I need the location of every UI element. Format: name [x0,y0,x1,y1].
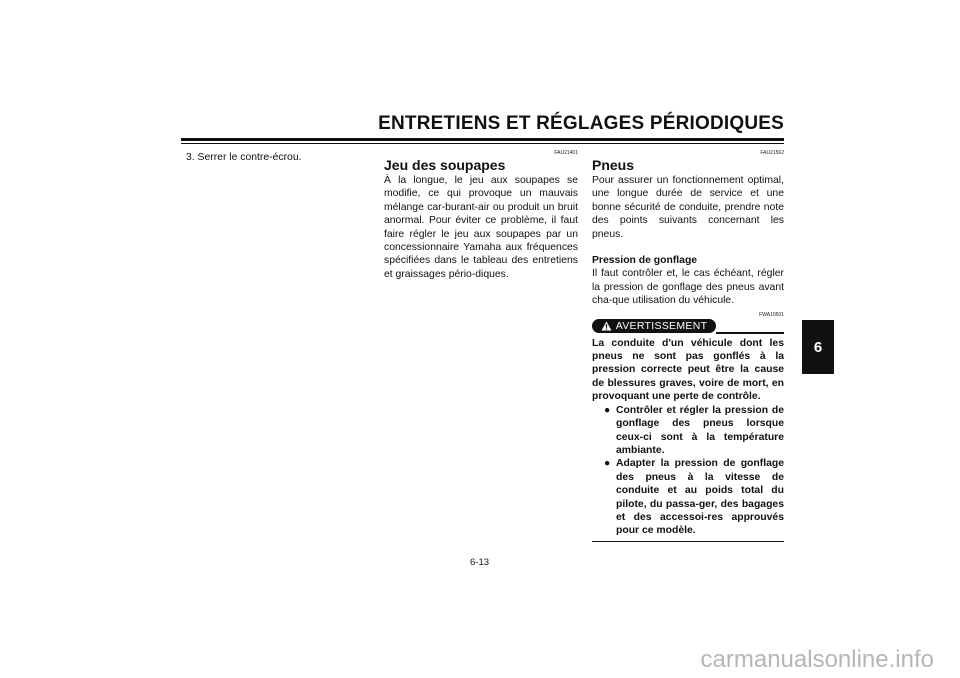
warning-header [592,319,784,337]
tires-section-title: Pneus [592,157,635,173]
section-valve-clearance [384,150,578,281]
column-left [186,151,366,164]
warning-list-item [592,404,784,458]
warning-rule [716,332,784,334]
valve-section-title: Jeu des soupapes [384,157,506,173]
page-header-title: ENTRETIENS ET RÉGLAGES PÉRIODIQUES [378,113,784,134]
section-tires [592,150,784,542]
bullet-icon: ● [604,458,611,470]
bullet-icon: ● [604,404,611,416]
chapter-tab: 6 [802,320,834,374]
header-rule-thin [181,143,784,144]
warning-list [592,404,784,538]
watermark: carmanualsonline.info [700,646,934,673]
warning-triangle-icon [601,321,612,331]
warning-item-text: Contrôler et régler la pression de gonflage des pneus lorsque ceux-ci sont à la température ambiante. [616,404,784,456]
tires-ref-code: FAU21562 [760,150,784,156]
valve-ref-code: FAU21401 [554,150,578,156]
valve-body-text: À la longue, le jeu aux soupapes se modifie, ce qui provoque un mauvais mélange car-burant-air ou produit un bruit anormal. Pour éviter ce problème, il faut faire régler le jeu aux soupapes par un concessionnaire Yamaha aux fréquences spécifiées dans le tableau des entretiens et graissages pério-diques. [384,175,578,280]
warning-badge [592,319,716,333]
header-rule-thick [181,138,784,141]
warning-label: AVERTISSEMENT [615,319,708,332]
tires-intro-text: Pour assurer un fonctionnement optimal, une longue durée de service et une bonne sécurité de conduite, prendre note des points suivants concernant les pneus. [592,175,784,240]
pressure-body-text: Il faut contrôler et, le cas échéant, régler la pression de gonflage des pneus avant cha-que utilisation du véhicule. [592,268,784,307]
warning-item-text: Adapter la pression de gonflage des pneus à la vitesse de conduite et au poids total du pilote, du passa-ger, des bagages et des accessoi-res approuvés pour ce modèle. [616,458,784,537]
warning-end-rule [592,541,784,542]
warning-body-text: La conduite d'un véhicule dont les pneus ne sont pas gonflés à la pression correcte peut être la cause de blessures graves, voire de mort, en provoquant une perte de contrôle. [592,337,784,403]
page-number: 6-13 [470,557,490,568]
pressure-subheading: Pression de gonflage [592,255,698,267]
warning-list-item [592,457,784,537]
warning-ref-code: FWA10501 [759,311,784,318]
step-3-text: 3. Serrer le contre-écrou. [186,152,302,163]
